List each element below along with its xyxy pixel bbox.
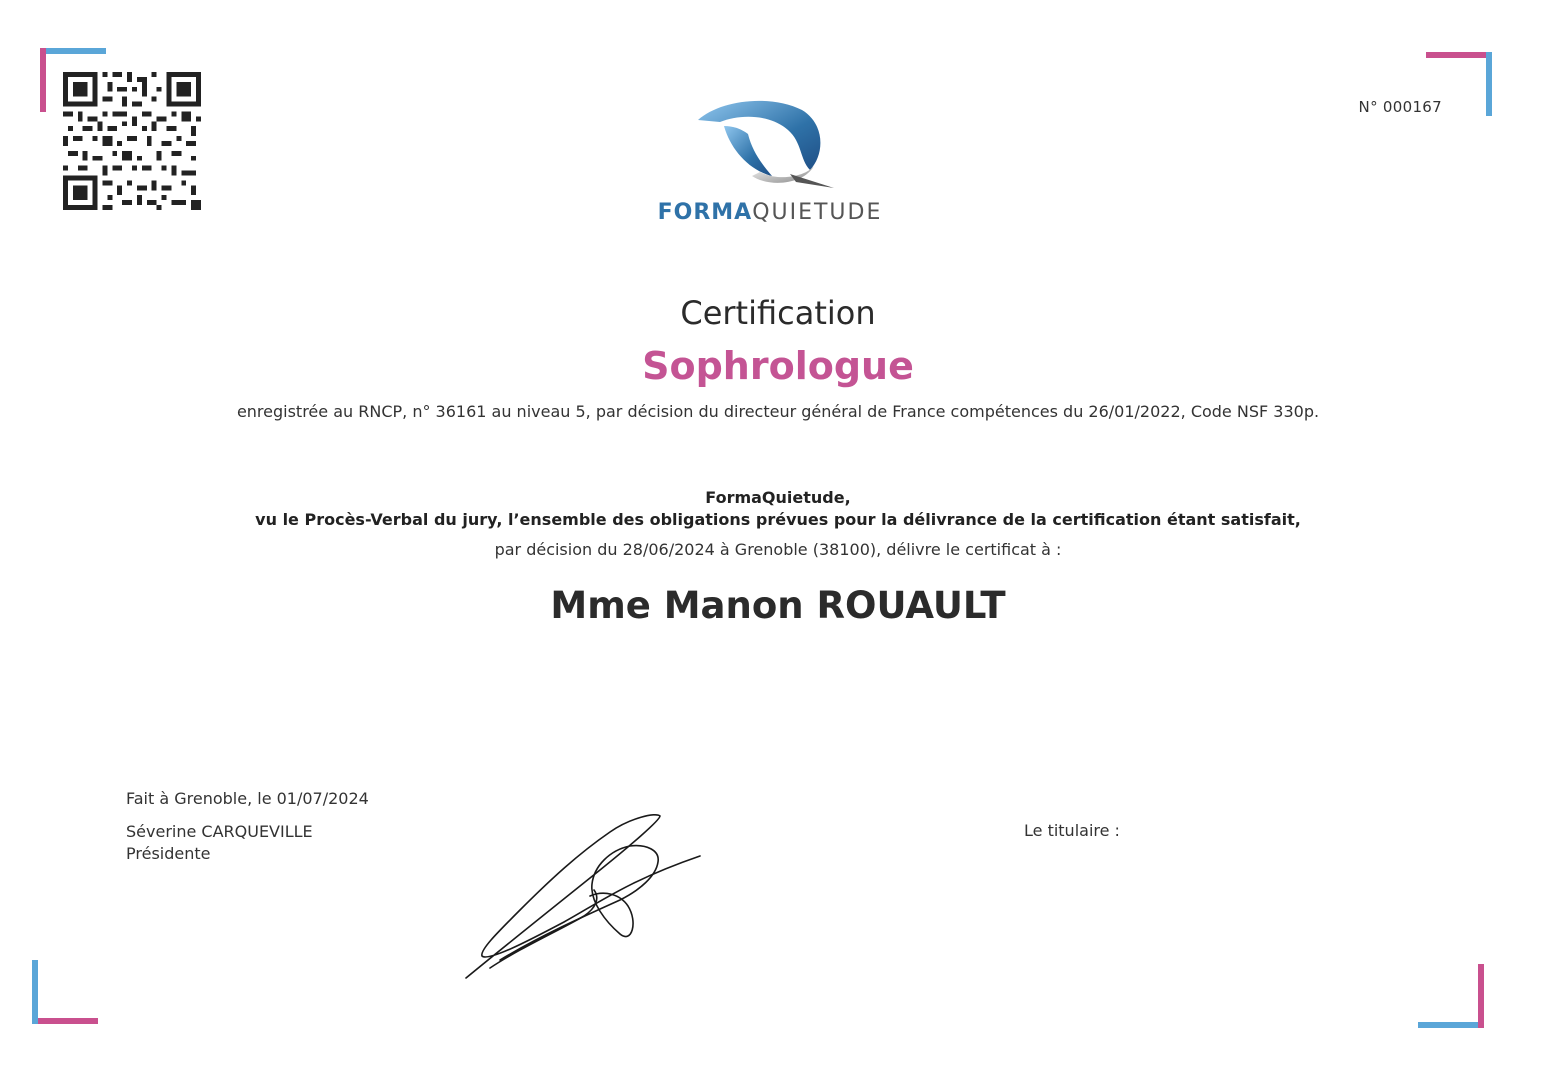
- corner-bar-vertical: [1486, 52, 1492, 116]
- signer-block: [126, 821, 313, 865]
- logo-wordmark: [620, 200, 920, 225]
- holder-name: Mme Manon ROUAULT: [550, 584, 1006, 627]
- organization-line: FormaQuietude,: [705, 488, 851, 507]
- certificate-title: Certification: [680, 294, 876, 332]
- corner-bar-vertical: [40, 48, 46, 112]
- corner-bracket-bottom-right: [1414, 962, 1484, 1028]
- corner-bracket-bottom-left: [32, 958, 102, 1024]
- rncp-registration-line: enregistrée au RNCP, n° 36161 au niveau 5, par décision du directeur général de France compétences du 26/01/2022, Code NSF 330p.: [236, 402, 1320, 421]
- corner-bar-horizontal: [32, 1018, 98, 1024]
- corner-bar-vertical: [32, 960, 38, 1024]
- corner-bar-horizontal: [1426, 52, 1492, 58]
- decision-line: par décision du 28/06/2024 à Grenoble (38100), délivre le certificat à :: [494, 540, 1062, 559]
- corner-bar-horizontal: [40, 48, 106, 54]
- certificate-subtitle: Sophrologue: [642, 344, 914, 388]
- formaquietude-logo: [620, 92, 920, 242]
- formaquietude-logo-icon: [620, 92, 920, 202]
- corner-bar-vertical: [1478, 964, 1484, 1028]
- handwritten-signature: [460, 810, 710, 985]
- signer-name: Séverine CARQUEVILLE: [126, 822, 313, 841]
- logo-word-forma: FORMA: [657, 200, 753, 225]
- holder-signature-label: Le titulaire :: [1024, 821, 1120, 840]
- jury-line: vu le Procès-Verbal du jury, l’ensemble des obligations prévues pour la délivrance de la certification étant satisfait,: [255, 510, 1301, 529]
- qr-code-icon[interactable]: [62, 72, 202, 210]
- corner-bar-horizontal: [1418, 1022, 1484, 1028]
- signer-role: Présidente: [126, 844, 211, 863]
- issued-line: Fait à Grenoble, le 01/07/2024: [126, 789, 369, 808]
- logo-word-quietude: QUIETUDE: [752, 200, 883, 225]
- certificate-number: N° 000167: [1358, 98, 1442, 116]
